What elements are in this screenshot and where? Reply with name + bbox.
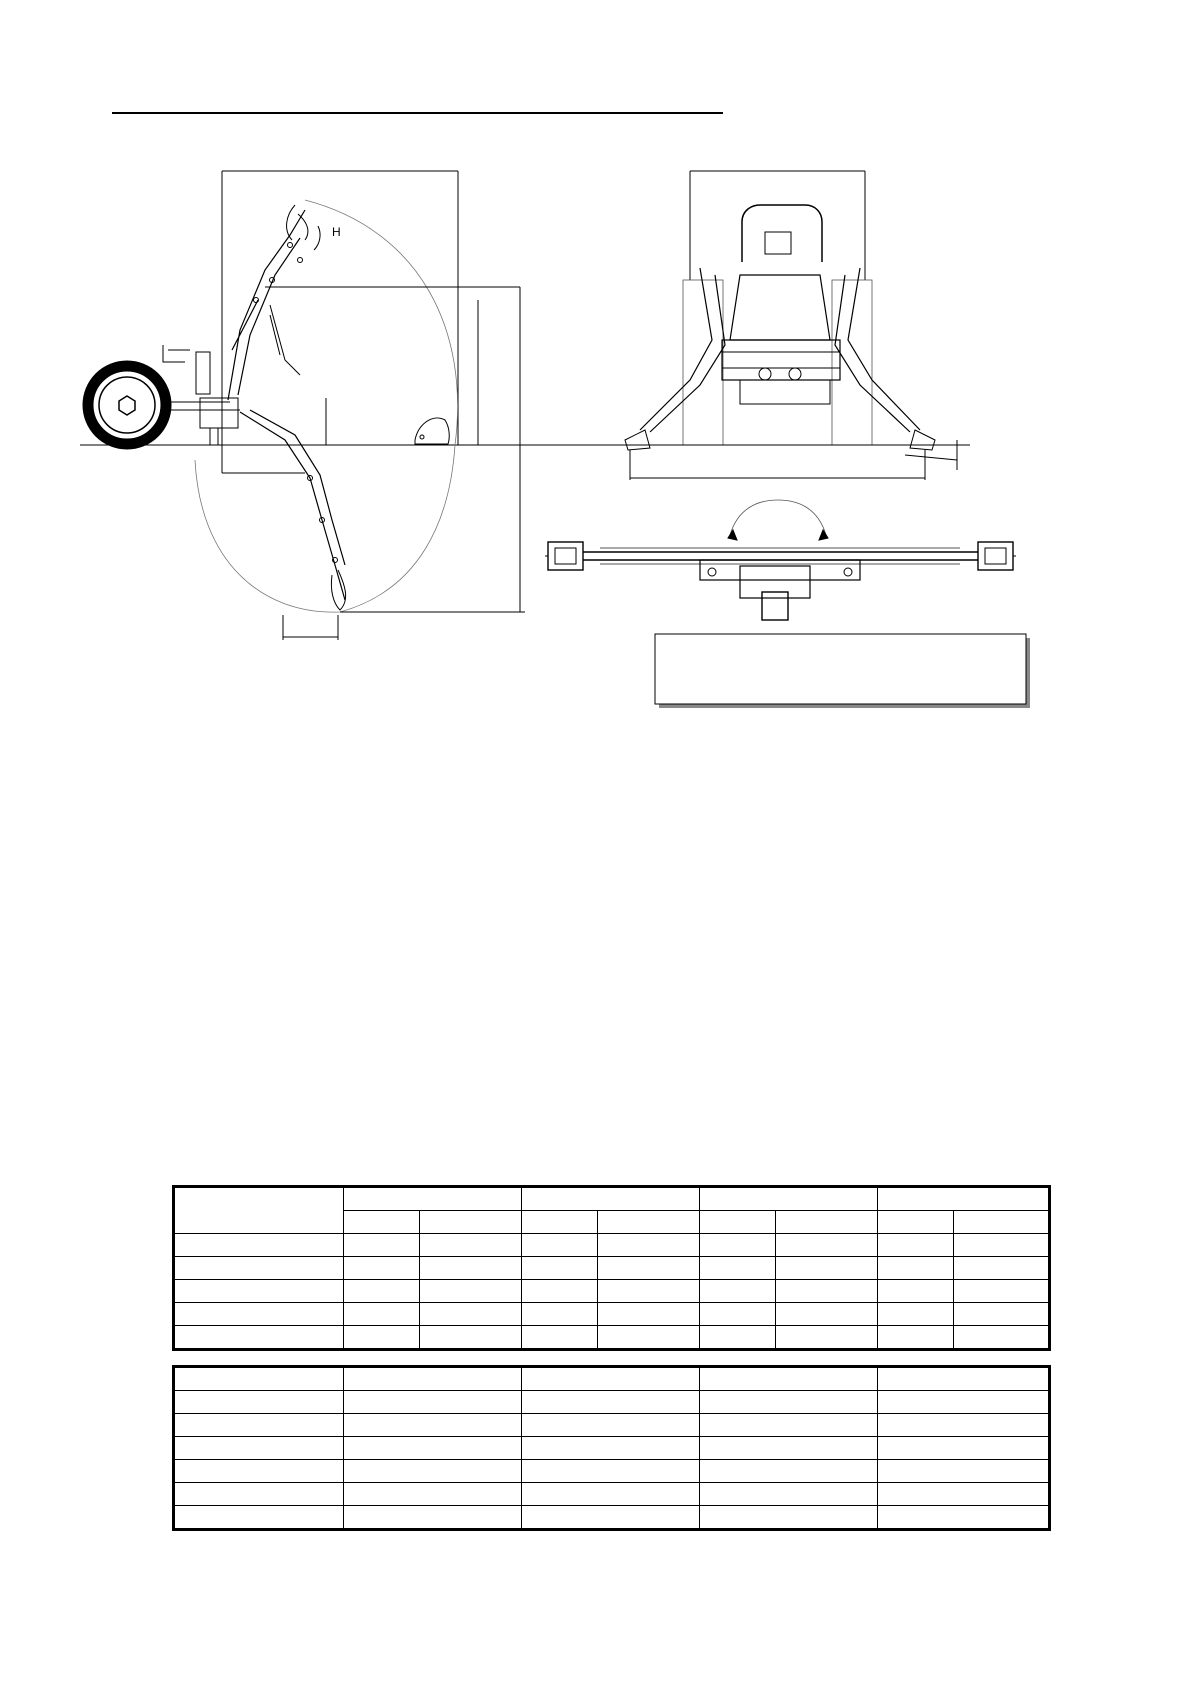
note-box — [655, 634, 1030, 708]
table-cell — [700, 1506, 878, 1530]
seat-frame — [742, 205, 822, 262]
table-cell — [344, 1234, 420, 1257]
table-cell — [522, 1187, 700, 1211]
table-cell — [776, 1326, 878, 1350]
table-cell — [878, 1187, 1050, 1211]
table-row — [174, 1391, 1050, 1414]
rear-view — [620, 171, 970, 480]
table-cell — [420, 1303, 522, 1326]
table-cell — [598, 1303, 700, 1326]
reach-arc-upper — [305, 200, 458, 445]
table-cell — [954, 1257, 1050, 1280]
table-cell — [878, 1437, 1050, 1460]
table-cell — [700, 1483, 878, 1506]
table-cell — [700, 1414, 878, 1437]
table-cell — [522, 1437, 700, 1460]
technical-drawing — [0, 0, 1190, 760]
boom-upper — [228, 210, 305, 400]
table-cell — [174, 1234, 344, 1257]
table-cell — [344, 1280, 420, 1303]
table-cell — [420, 1257, 522, 1280]
table-row — [174, 1303, 1050, 1326]
table-cell — [522, 1211, 598, 1234]
top-view — [545, 500, 1016, 620]
table-cell — [174, 1437, 344, 1460]
table-cell — [174, 1367, 344, 1391]
table-header-row — [174, 1187, 1050, 1211]
table-cell — [700, 1211, 776, 1234]
table-cell — [878, 1460, 1050, 1483]
table-cell — [776, 1257, 878, 1280]
svg-text:H: H — [332, 225, 341, 239]
table-row — [174, 1414, 1050, 1437]
table-cell — [420, 1234, 522, 1257]
table-cell — [522, 1303, 598, 1326]
table-cell — [776, 1303, 878, 1326]
table-cell — [878, 1483, 1050, 1506]
swing-arc — [730, 500, 826, 535]
table-cell — [344, 1187, 522, 1211]
table-cell — [174, 1483, 344, 1506]
table-cell — [420, 1280, 522, 1303]
table-cell — [700, 1326, 776, 1350]
table-cell — [700, 1187, 878, 1211]
table-row — [174, 1483, 1050, 1506]
table-cell — [522, 1460, 700, 1483]
stabilizer-right — [835, 268, 920, 432]
table-cell — [522, 1367, 700, 1391]
table-cell — [174, 1414, 344, 1437]
table-cell — [878, 1303, 954, 1326]
table-row — [174, 1234, 1050, 1257]
table-cell — [598, 1234, 700, 1257]
table-cell — [522, 1257, 598, 1280]
boom-lower — [240, 410, 345, 600]
table-cell — [700, 1460, 878, 1483]
table-cell — [776, 1234, 878, 1257]
table-cell — [878, 1211, 954, 1234]
spec-table-lower — [172, 1365, 1051, 1531]
table-cell — [700, 1234, 776, 1257]
table-cell — [878, 1391, 1050, 1414]
table-cell — [954, 1280, 1050, 1303]
table-cell — [878, 1414, 1050, 1437]
table-cell — [522, 1391, 700, 1414]
table-cell — [700, 1391, 878, 1414]
table-cell — [344, 1211, 420, 1234]
table-cell — [954, 1234, 1050, 1257]
table-row — [174, 1506, 1050, 1530]
table-cell — [776, 1211, 878, 1234]
table-row — [174, 1280, 1050, 1303]
table-cell — [878, 1280, 954, 1303]
table-row — [174, 1326, 1050, 1350]
table-cell — [420, 1326, 522, 1350]
table-cell — [174, 1391, 344, 1414]
table-cell — [522, 1234, 598, 1257]
table-cell — [954, 1326, 1050, 1350]
table-cell — [174, 1506, 344, 1530]
table-cell — [598, 1257, 700, 1280]
table-row — [174, 1460, 1050, 1483]
table-cell — [954, 1303, 1050, 1326]
table-cell — [598, 1211, 700, 1234]
table-cell — [878, 1506, 1050, 1530]
table-cell — [174, 1187, 344, 1234]
bucket-icon — [415, 418, 449, 444]
table-cell — [700, 1437, 878, 1460]
table-cell — [700, 1280, 776, 1303]
table-cell — [522, 1326, 598, 1350]
spec-table-upper — [172, 1185, 1051, 1351]
table-row — [174, 1437, 1050, 1460]
table-cell — [174, 1326, 344, 1350]
table-cell — [174, 1460, 344, 1483]
table-cell — [598, 1326, 700, 1350]
table-cell — [344, 1414, 522, 1437]
table-cell — [522, 1483, 700, 1506]
table-cell — [878, 1257, 954, 1280]
table-cell — [344, 1506, 522, 1530]
table-cell — [344, 1303, 420, 1326]
table-cell — [954, 1211, 1050, 1234]
table-cell — [598, 1280, 700, 1303]
table-cell — [776, 1280, 878, 1303]
table-row — [174, 1367, 1050, 1391]
table-cell — [344, 1257, 420, 1280]
table-cell — [420, 1211, 522, 1234]
table-cell — [174, 1280, 344, 1303]
table-cell — [344, 1483, 522, 1506]
table-row — [174, 1257, 1050, 1280]
table-cell — [344, 1326, 420, 1350]
table-cell — [878, 1367, 1050, 1391]
table-cell — [700, 1367, 878, 1391]
table-cell — [522, 1506, 700, 1530]
table-cell — [522, 1280, 598, 1303]
tractor-wheel-icon — [83, 361, 171, 449]
table-cell — [344, 1367, 522, 1391]
table-cell — [174, 1257, 344, 1280]
stabilizer-left — [640, 268, 725, 432]
table-cell — [700, 1257, 776, 1280]
table-cell — [344, 1391, 522, 1414]
table-cell — [700, 1303, 776, 1326]
table-cell — [878, 1234, 954, 1257]
table-cell — [878, 1326, 954, 1350]
table-cell — [174, 1303, 344, 1326]
table-cell — [522, 1414, 700, 1437]
table-cell — [344, 1437, 522, 1460]
table-cell — [344, 1460, 522, 1483]
